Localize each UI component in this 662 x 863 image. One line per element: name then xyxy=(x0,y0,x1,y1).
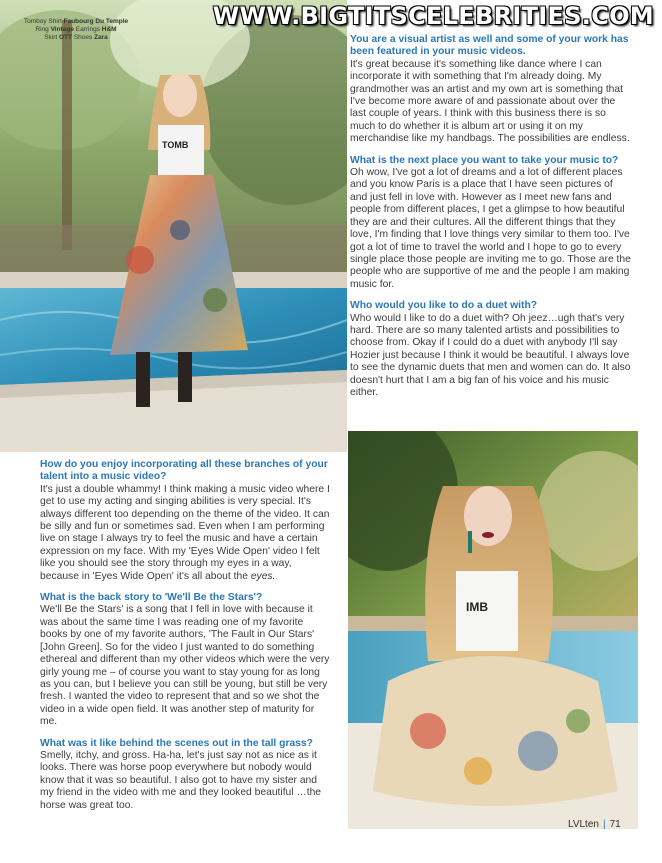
right-column xyxy=(350,34,632,408)
page-footer xyxy=(568,819,621,830)
left-column xyxy=(40,459,330,821)
fashion-credit: Tomboy Shirt Faubourg Du Temple Ring Vintage Earrings H&M Skirt OTT Shoes Zara xyxy=(23,18,129,41)
question-visual-artist: You are a visual artist as well and some of your work has been featured in your music videos. xyxy=(350,34,629,58)
question-duet: Who would you like to do a duet with? xyxy=(350,300,538,312)
photo-standing-poolside xyxy=(0,0,347,452)
page-number: 71 xyxy=(609,819,621,830)
photo-seated-poolside xyxy=(348,431,638,829)
svg-text:TOMB: TOMB xyxy=(162,140,189,150)
answer-next-place: Oh wow, I've got a lot of dreams and a lot of different places and you know Paris is a place that I have seen pictures of and just fell in love with. However as I meet new fans and people from different places, I get a glimpse to how beautiful they are and their cultures. All the different things that they love, I'm finding that I love things very similar to them too. I've got a lot of time to travel the world and I hope to go to every single place those people are inviting me to go. Those are the people who are supportive of me and the people I am making music for. xyxy=(350,167,631,290)
site-watermark: WWW.BIGTITSCELEBRITIES.COM xyxy=(212,2,654,30)
question-back-story: What is the back story to 'We'll Be the Stars'? xyxy=(40,592,263,604)
magazine-name: LVLten xyxy=(568,819,599,830)
answer-tall-grass: Smelly, itchy, and gross. Ha-ha, let's just say not as nice as it looks. There was horse poop everywhere but nobody would know that it was so beautiful. I also got to have my sister and my friend in the video with me and they looked beautiful …the horse was great too. xyxy=(40,749,322,811)
answer-back-story: We'll Be the Stars' is a song that I fell in love with because it was about the same time I was reading one of my favorite books by one of my favorite authors, 'The Fault in Our Stars' [John Green]. So for the video I just wanted to do something ethereal and different than my other videos which were the very girly young me – of course you want to stay young for as long as you can, but I believe you can still be young, but still be very fresh. I wanted the video to represent that and so we shot the video in a wide open field. It was another step of maturity for me. xyxy=(40,604,330,728)
question-next-place: What is the next place you want to take your music to? xyxy=(350,154,619,166)
answer-visual-artist: It's great because it's something like dance where I can incorporate it with something that I'm already doing. My grandmother was an artist and my own art is something that I've become more aware of and passionate about over the last couple of years. I think with this business there is so much to do whether it is album art or using it on my merchandise like my handbags. The possibilities are endless. xyxy=(350,58,630,145)
question-tall-grass: What was it like behind the scenes out in the tall grass? xyxy=(40,737,313,749)
question-incorporating-talent: How do you enjoy incorporating all these branches of your talent into a music video? xyxy=(40,459,328,483)
answer-duet: Who would I like to do a duet with? Oh jeez…ugh that's very hard. There are so many talented artists and possibilities to choose from. Okay if I could do a duet with anybody I'll say Hozier just because I think it would be beautiful. I always love to see the dynamic duets that men and women can do. It also doesn't hurt that I am a big fan of his voice and his music either. xyxy=(350,312,631,398)
svg-text:IMB: IMB xyxy=(466,600,488,614)
answer-incorporating-talent: It's just a double whammy! I think making a music video where I get to use my acting and singing abilities is very special. It's always different too depending on the theme of the video. It can be silly and fun or sometimes sad. Even when I am performing live on stage I always try to feel the music and have a certain expression on my face. With my 'Eyes Wide Open' video I felt like you should see the story through my eyes in a way, because in 'Eyes Wide Open' it's all about the eyes. xyxy=(40,483,330,582)
footer-separator: | xyxy=(602,819,606,830)
